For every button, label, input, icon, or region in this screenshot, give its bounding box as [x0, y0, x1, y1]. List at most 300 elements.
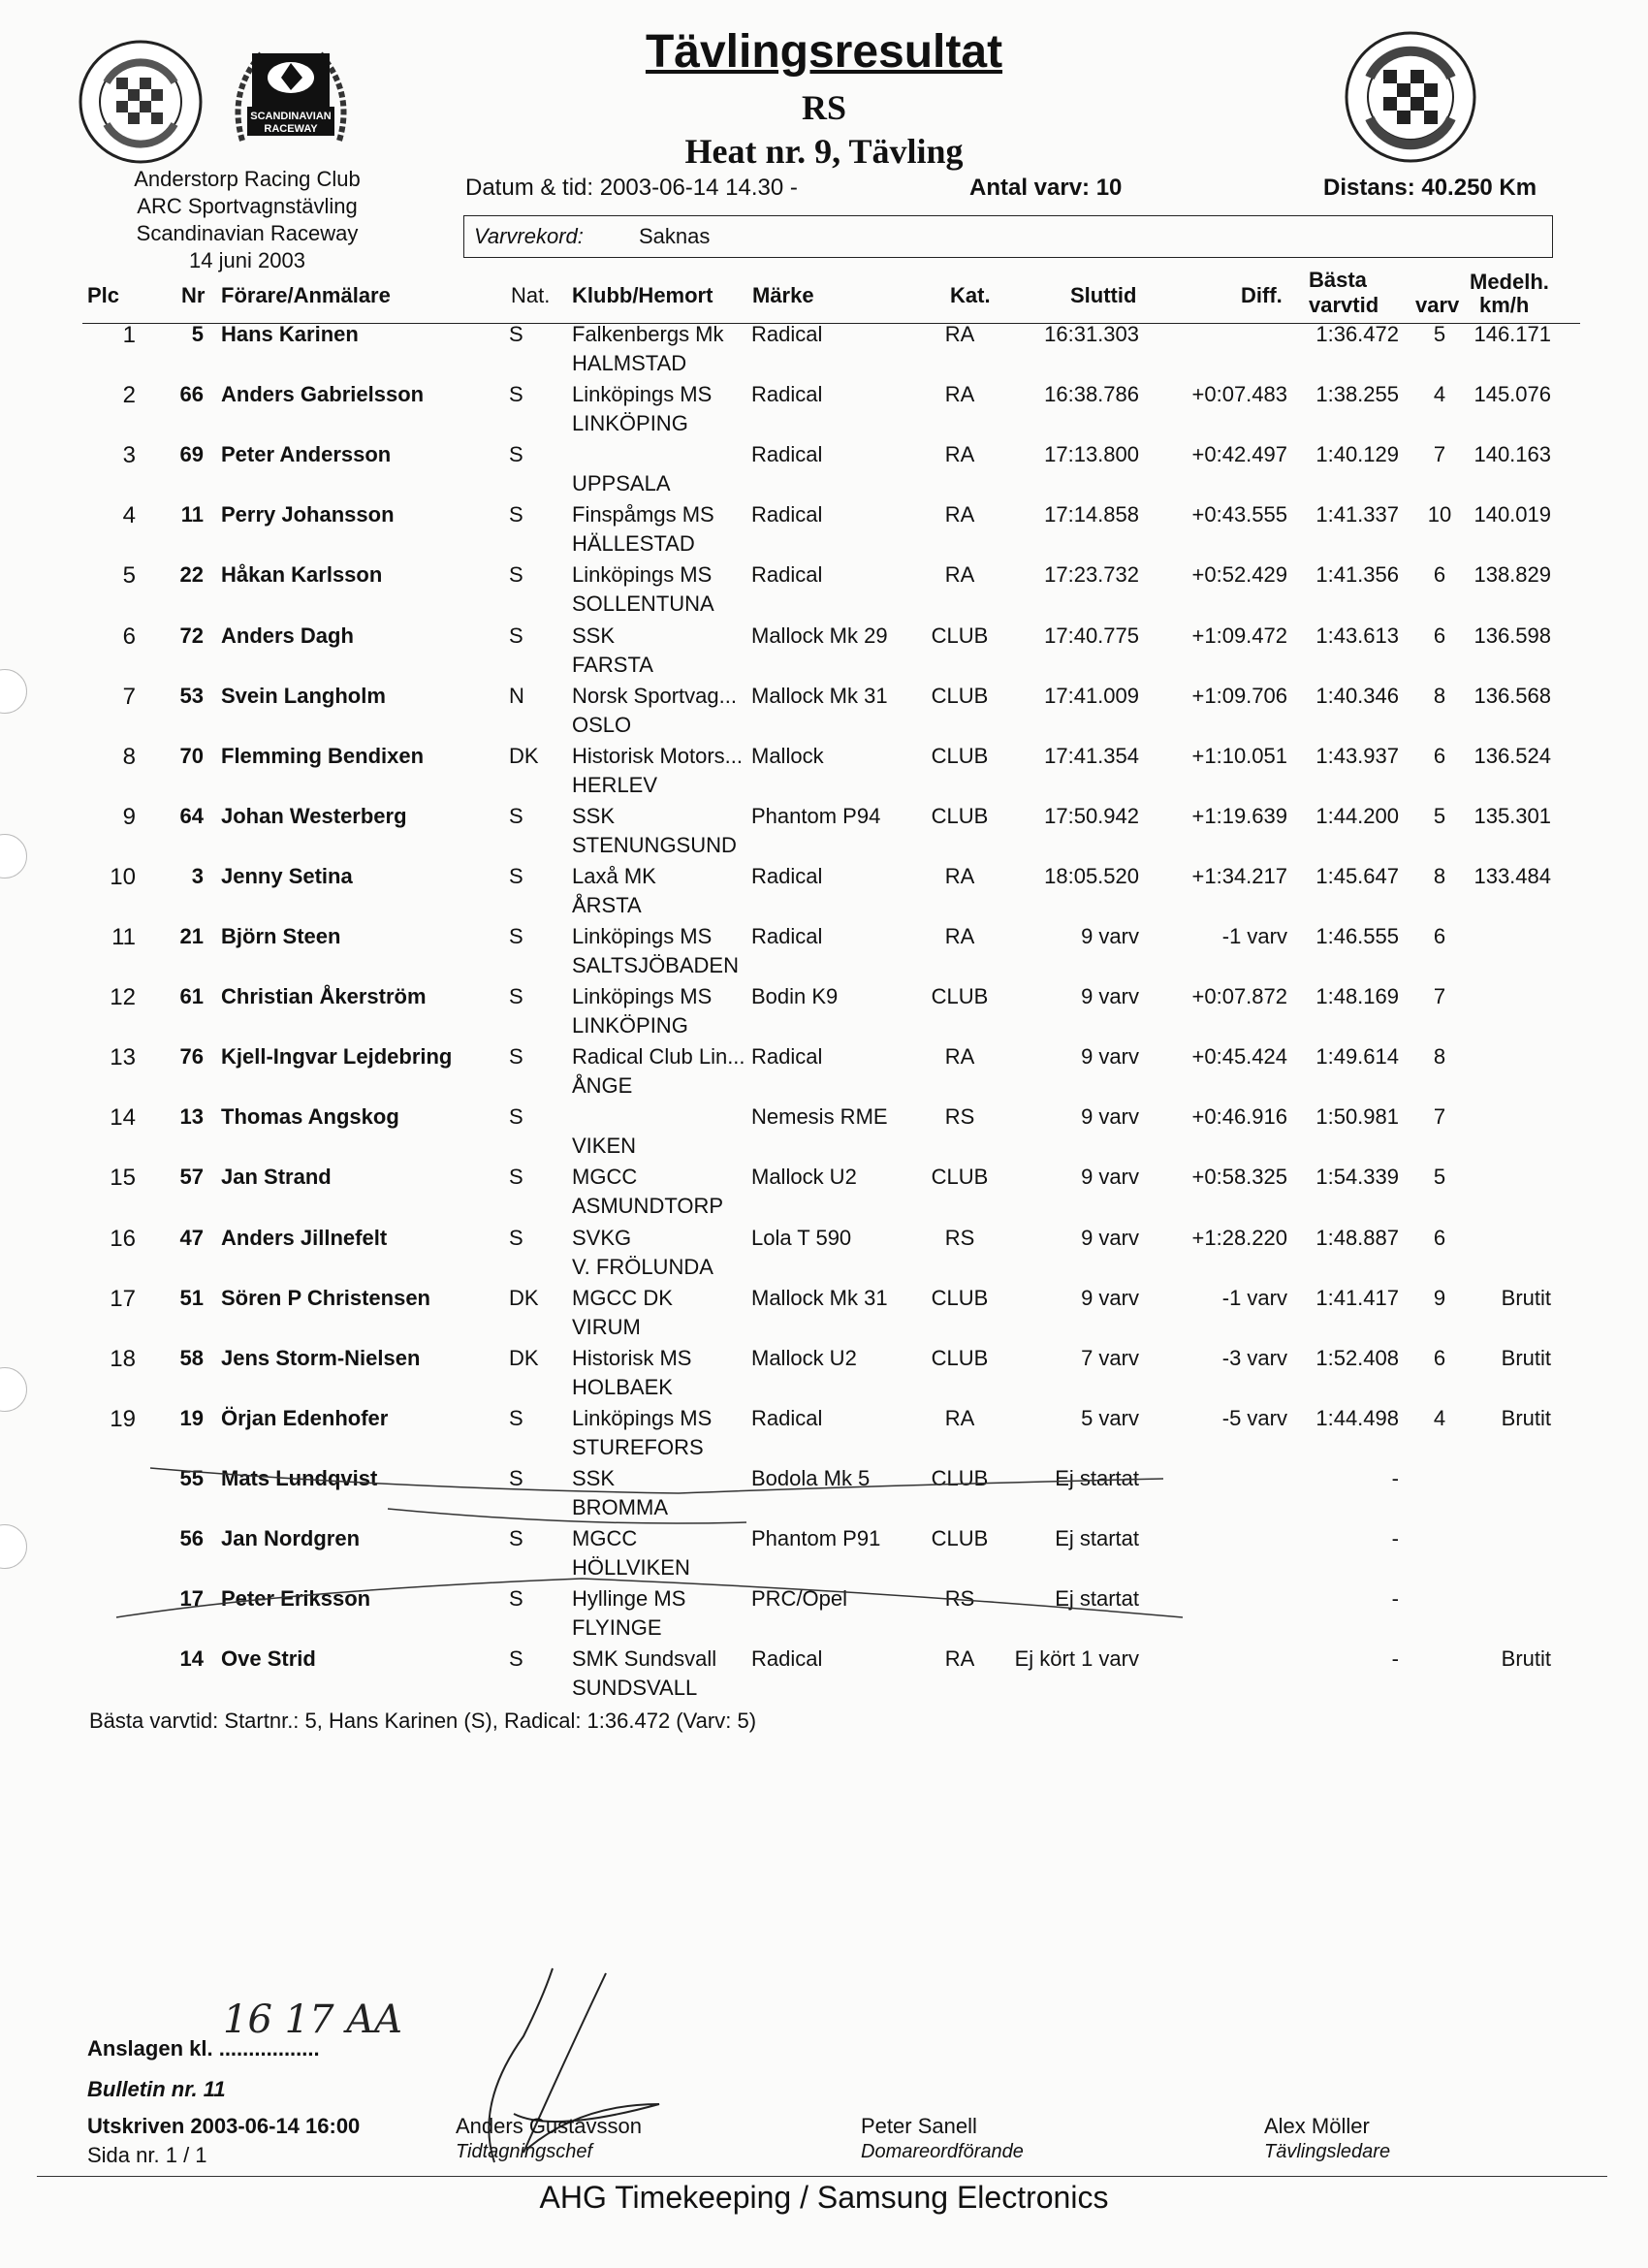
col-medel-1: Medelh. [1470, 270, 1549, 294]
cell-varv: 6 [1433, 562, 1446, 588]
table-row [0, 1226, 1648, 1286]
col-diff: Diff. [1241, 283, 1283, 307]
table-row [0, 382, 1648, 442]
cell-plc: 15 [110, 1165, 136, 1192]
cell-klubb: Linköpings MS [572, 562, 713, 588]
cell-name: Mats Lundqvist [221, 1465, 378, 1490]
cell-kat: RA [944, 502, 975, 527]
cell-sluttid: 17:50.942 [1044, 803, 1139, 828]
cell-basta: 1:40.129 [1315, 442, 1399, 467]
cell-marke: Mallock Mk 31 [751, 683, 888, 708]
cell-medel: 136.598 [1474, 623, 1551, 648]
race-class: RS [801, 88, 847, 127]
table-row [0, 804, 1648, 864]
cell-varv: 7 [1433, 442, 1446, 467]
cell-klubb: SSK [572, 803, 616, 828]
cell-kat: CLUB [931, 1345, 989, 1370]
cell-plc: 13 [110, 1044, 136, 1071]
cell-basta: - [1391, 1646, 1399, 1672]
table-row [0, 1346, 1648, 1406]
cell-klubb: Linköpings MS [572, 924, 713, 948]
cell-ort: UPPSALA [572, 471, 671, 496]
cell-nat: S [509, 1405, 523, 1430]
cell-ort: SOLLENTUNA [572, 591, 714, 617]
cell-sluttid: Ej startat [1055, 1465, 1139, 1490]
cell-plc: 4 [122, 502, 136, 529]
cell-nat: S [509, 1044, 523, 1070]
cell-sluttid: 17:14.858 [1044, 502, 1139, 527]
cell-varv: 5 [1433, 322, 1446, 346]
cell-plc: 17 [110, 1285, 136, 1312]
cell-nr: 66 [179, 382, 204, 407]
cell-nr: 53 [179, 683, 204, 708]
svg-text:RACEWAY: RACEWAY [264, 123, 318, 135]
table-row [0, 1646, 1648, 1707]
cell-kat: CLUB [931, 1526, 989, 1550]
cell-diff: -1 varv [1221, 924, 1287, 948]
cell-marke: PRC/Opel [751, 1586, 848, 1612]
col-kat: Kat. [950, 283, 991, 307]
cell-basta: 1:45.647 [1315, 863, 1399, 888]
cell-kat: CLUB [931, 743, 989, 768]
lap-count: Antal varv: 10 [969, 175, 1123, 201]
cell-sluttid: Ej kört 1 varv [1014, 1646, 1139, 1672]
cell-varv: 6 [1433, 623, 1446, 648]
cell-klubb: Falkenbergs Mk [572, 322, 724, 346]
cell-marke: Radical [751, 382, 823, 407]
cell-ort: SUNDSVALL [572, 1676, 698, 1701]
cell-basta: 1:48.169 [1315, 984, 1399, 1009]
cell-basta: 1:54.339 [1315, 1165, 1399, 1190]
cell-marke: Radical [751, 562, 823, 588]
cell-basta: - [1391, 1465, 1399, 1490]
cell-nat: S [509, 1586, 523, 1612]
cell-diff: +1:34.217 [1191, 863, 1287, 888]
signer-2-title: Domareordförande [861, 2141, 1024, 2162]
cell-ort: STENUNGSUND [572, 832, 737, 857]
bulletin-number: Bulletin nr. 11 [87, 2077, 226, 2101]
cell-basta: 1:38.255 [1315, 382, 1399, 407]
cell-nat: S [509, 863, 523, 888]
cell-marke: Mallock [751, 743, 824, 768]
signer-3-name: Alex Möller [1264, 2114, 1370, 2138]
cell-kat: CLUB [931, 984, 989, 1009]
cell-nr: 69 [179, 442, 204, 467]
cell-plc: 8 [122, 743, 136, 770]
cell-kat: CLUB [931, 1465, 989, 1490]
cell-kat: CLUB [931, 1285, 989, 1310]
cell-name: Jan Strand [221, 1165, 332, 1190]
cell-basta: 1:43.937 [1315, 743, 1399, 768]
cell-klubb: SVKG [572, 1225, 632, 1250]
cell-varv: 6 [1433, 924, 1446, 948]
cell-plc: 1 [122, 322, 136, 348]
cell-ort: HÖLLVIKEN [572, 1555, 690, 1580]
club-name: Anderstorp Racing Club [134, 167, 361, 191]
cell-plc: 9 [122, 803, 136, 830]
table-row [0, 1586, 1648, 1646]
distance: Distans: 40.250 Km [1323, 175, 1537, 201]
table-row [0, 1165, 1648, 1225]
cell-nr: 76 [179, 1044, 204, 1070]
cell-basta: 1:40.346 [1315, 683, 1399, 708]
cell-name: Thomas Angskog [221, 1104, 399, 1130]
cell-marke: Mallock U2 [751, 1165, 857, 1190]
cell-medel: 140.019 [1474, 502, 1551, 527]
cell-diff: +0:42.497 [1191, 442, 1287, 467]
cell-ort: VIKEN [572, 1134, 637, 1159]
col-plc: Plc [87, 283, 120, 307]
cell-nat: DK [509, 1345, 539, 1370]
col-varv: varv [1415, 293, 1460, 317]
cell-medel: 146.171 [1474, 322, 1551, 346]
cell-nr: 5 [191, 322, 204, 346]
cell-nat: S [509, 1225, 523, 1250]
lap-record-label: Varvrekord: [474, 224, 584, 248]
cell-klubb: Finspåmgs MS [572, 502, 714, 527]
cell-nr: 57 [179, 1165, 204, 1190]
cell-ort: ÅRSTA [572, 892, 642, 917]
cell-nat: S [509, 984, 523, 1009]
table-row [0, 322, 1648, 382]
cell-kat: CLUB [931, 683, 989, 708]
cell-diff: +1:19.639 [1191, 803, 1287, 828]
signer-3-title: Tävlingsledare [1264, 2141, 1391, 2162]
cell-marke: Radical [751, 442, 823, 467]
cell-plc: 16 [110, 1225, 136, 1252]
cell-nr: 47 [179, 1225, 204, 1250]
cell-marke: Radical [751, 322, 823, 346]
cell-klubb: Linköpings MS [572, 984, 713, 1009]
cell-klubb: Linköpings MS [572, 382, 713, 407]
cell-basta: 1:41.417 [1315, 1285, 1399, 1310]
cell-nat: S [509, 322, 523, 346]
cell-ort: HALMSTAD [572, 351, 687, 375]
cell-sluttid: 16:31.303 [1044, 322, 1139, 346]
cell-basta: 1:48.887 [1315, 1225, 1399, 1250]
cell-basta: 1:43.613 [1315, 623, 1399, 648]
cell-diff: +0:45.424 [1191, 1044, 1287, 1070]
cell-diff: +1:28.220 [1191, 1225, 1287, 1250]
cell-name: Anders Gabrielsson [221, 382, 425, 407]
cell-kat: RA [944, 863, 975, 888]
cell-kat: RA [944, 322, 975, 346]
cell-klubb: SSK [572, 623, 616, 648]
cell-name: Johan Westerberg [221, 803, 407, 828]
cell-name: Svein Langholm [221, 683, 386, 708]
cell-ort: SALTSJÖBADEN [572, 953, 739, 977]
cell-basta: - [1391, 1526, 1399, 1550]
table-row [0, 562, 1648, 623]
cell-ort: HOLBAEK [572, 1374, 673, 1399]
cell-plc: 2 [122, 382, 136, 409]
cell-name: Jan Nordgren [221, 1526, 361, 1550]
cell-name: Peter Eriksson [221, 1586, 371, 1612]
cell-klubb: Radical Club Lin... [572, 1044, 745, 1070]
col-basta-1: Bästa [1309, 268, 1367, 292]
cell-nr: 58 [179, 1345, 204, 1370]
cell-klubb: SSK [572, 1465, 616, 1490]
printed-time: Utskriven 2003-06-14 16:00 [87, 2114, 361, 2138]
cell-marke: Mallock Mk 31 [751, 1285, 888, 1310]
cell-name: Christian Åkerström [221, 984, 427, 1009]
col-nr: Nr [181, 283, 206, 307]
cell-nr: 70 [179, 743, 204, 768]
cell-nr: 13 [179, 1104, 204, 1130]
cell-medel: 138.829 [1474, 562, 1551, 588]
cell-nr: 11 [180, 502, 204, 527]
cell-nr: 64 [179, 803, 204, 828]
cell-kat: CLUB [931, 1165, 989, 1190]
cell-marke: Radical [751, 1405, 823, 1430]
cell-ort: FLYINGE [572, 1615, 662, 1641]
table-row [0, 442, 1648, 502]
cell-varv: 5 [1433, 1165, 1446, 1190]
cell-nat: S [509, 1526, 523, 1550]
cell-varv: 10 [1427, 502, 1452, 527]
cell-sluttid: 17:40.775 [1044, 623, 1139, 648]
table-row [0, 684, 1648, 744]
cell-nr: 17 [179, 1586, 204, 1612]
cell-varv: 6 [1433, 743, 1446, 768]
svg-text:SCANDINAVIAN: SCANDINAVIAN [250, 111, 332, 122]
cell-diff: +0:43.555 [1191, 502, 1287, 527]
cell-medel: 136.524 [1474, 743, 1551, 768]
cell-nat: S [509, 1465, 523, 1490]
cell-sluttid: 7 varv [1081, 1345, 1139, 1370]
cell-ort: HERLEV [572, 772, 658, 797]
cell-marke: Radical [751, 502, 823, 527]
col-name: Förare/Anmälare [221, 283, 391, 307]
cell-medel: 140.163 [1474, 442, 1551, 467]
cell-marke: Phantom P91 [751, 1526, 881, 1550]
cell-nr: 22 [179, 562, 204, 588]
cell-plc: 10 [110, 863, 136, 890]
event-date: 14 juni 2003 [189, 248, 305, 272]
table-row [0, 1526, 1648, 1586]
cell-sluttid: Ej startat [1055, 1586, 1139, 1612]
cell-diff: +0:58.325 [1191, 1165, 1287, 1190]
cell-klubb: Norsk Sportvag... [572, 683, 737, 708]
cell-nat: S [509, 803, 523, 828]
cell-basta: 1:44.200 [1315, 803, 1399, 828]
cell-ort: LINKÖPING [572, 411, 688, 436]
cell-name: Flemming Bendixen [221, 743, 425, 768]
cell-ort: FARSTA [572, 652, 653, 677]
table-row [0, 744, 1648, 804]
cell-nat: S [509, 1646, 523, 1672]
cell-nat: S [509, 1104, 523, 1130]
cell-ort: ASMUNDTORP [572, 1194, 724, 1219]
cell-name: Björn Steen [221, 924, 341, 948]
cell-klubb: Historisk MS [572, 1345, 692, 1370]
cell-diff: -3 varv [1221, 1345, 1287, 1370]
cell-nat: S [509, 502, 523, 527]
cell-basta: 1:44.498 [1315, 1405, 1399, 1430]
cell-klubb: Laxå MK [572, 863, 656, 888]
cell-ort: LINKÖPING [572, 1013, 688, 1038]
cell-plc: 6 [122, 623, 136, 650]
footer-divider [37, 2176, 1607, 2177]
cell-kat: RA [944, 382, 975, 407]
cell-ort: BROMMA [572, 1494, 668, 1519]
cell-klubb: Historisk Motors... [572, 743, 744, 768]
cell-name: Håkan Karlsson [221, 562, 383, 588]
cell-sluttid: 9 varv [1081, 1044, 1139, 1070]
cell-sluttid: 16:38.786 [1044, 382, 1139, 407]
cell-klubb: Linköpings MS [572, 1405, 713, 1430]
event-name: ARC Sportvagnstävling [137, 194, 358, 218]
cell-kat: RS [944, 1225, 975, 1250]
col-marke: Märke [752, 283, 814, 307]
cell-name: Ove Strid [221, 1646, 316, 1672]
cell-plc: 12 [110, 984, 136, 1011]
page-title: Tävlingsresultat [645, 26, 1003, 78]
cell-nr: 72 [179, 623, 204, 648]
cell-nr: 55 [179, 1465, 204, 1490]
cell-diff: -1 varv [1221, 1285, 1287, 1310]
cell-marke: Radical [751, 924, 823, 948]
timekeeping-brand: AHG Timekeeping / Samsung Electronics [539, 2180, 1109, 2215]
cell-varv: 9 [1433, 1285, 1446, 1310]
cell-varv: 5 [1433, 803, 1446, 828]
cell-ort: OSLO [572, 712, 632, 737]
cell-marke: Radical [751, 1646, 823, 1672]
cell-varv: 4 [1433, 1405, 1446, 1430]
cell-marke: Bodola Mk 5 [751, 1465, 871, 1490]
cell-varv: 8 [1433, 863, 1446, 888]
table-row [0, 924, 1648, 984]
lap-record-value: Saknas [639, 224, 711, 248]
table-row [0, 1466, 1648, 1526]
cell-varv: 7 [1433, 1104, 1446, 1130]
cell-nat: S [509, 623, 523, 648]
cell-name: Anders Jillnefelt [221, 1225, 388, 1250]
cell-kat: RA [944, 562, 975, 588]
cell-kat: RS [944, 1104, 975, 1130]
cell-kat: RA [944, 442, 975, 467]
cell-name: Jens Storm-Nielsen [221, 1345, 421, 1370]
cell-sluttid: 9 varv [1081, 1104, 1139, 1130]
cell-klubb: SMK Sundsvall [572, 1646, 717, 1672]
cell-basta: 1:36.472 [1315, 322, 1399, 346]
cell-basta: 1:49.614 [1315, 1044, 1399, 1070]
cell-plc: 18 [110, 1345, 136, 1372]
cell-basta: 1:52.408 [1315, 1345, 1399, 1370]
cell-plc: 11 [111, 924, 136, 950]
cell-sluttid: 9 varv [1081, 1285, 1139, 1310]
cell-varv: 6 [1433, 1345, 1446, 1370]
date-time: Datum & tid: 2003-06-14 14.30 - [465, 175, 798, 201]
lap-record-box [463, 215, 1553, 258]
cell-ort: ÅNGE [572, 1073, 633, 1099]
cell-sluttid: 17:41.009 [1044, 683, 1139, 708]
cell-basta: 1:41.337 [1315, 502, 1399, 527]
cell-sluttid: 5 varv [1081, 1405, 1139, 1430]
cell-nat: S [509, 442, 523, 467]
cell-medel: 136.568 [1474, 683, 1551, 708]
table-row [0, 1044, 1648, 1104]
best-lap-note: Bästa varvtid: Startnr.: 5, Hans Karinen (S), Radical: 1:36.472 (Varv: 5) [89, 1709, 757, 1733]
signer-1-title: Tidtagningschef [456, 2141, 593, 2162]
table-row [0, 1286, 1648, 1346]
cell-name: Kjell-Ingvar Lejdebring [221, 1044, 453, 1070]
cell-kat: RA [944, 1405, 975, 1430]
cell-nat: DK [509, 743, 539, 768]
handwritten-time: 16 17 AA [223, 1997, 402, 2042]
col-nat: Nat. [511, 283, 551, 307]
cell-medel: 135.301 [1474, 803, 1551, 828]
cell-plc: 7 [122, 683, 136, 710]
cell-sluttid: 9 varv [1081, 924, 1139, 948]
cell-diff: +1:10.051 [1191, 743, 1287, 768]
cell-medel: 145.076 [1474, 382, 1551, 407]
cell-name: Perry Johansson [221, 502, 395, 527]
cell-ort: V. FRÖLUNDA [572, 1254, 713, 1279]
cell-marke: Bodin K9 [751, 984, 839, 1009]
cell-sluttid: 9 varv [1081, 1165, 1139, 1190]
cell-status: Brutit [1501, 1405, 1551, 1430]
cell-marke: Nemesis RME [751, 1104, 888, 1130]
cell-status: Brutit [1501, 1345, 1551, 1370]
cell-ort: HÄLLESTAD [572, 531, 695, 557]
cell-klubb: MGCC [572, 1165, 638, 1190]
cell-nat: DK [509, 1285, 539, 1310]
cell-nat: S [509, 562, 523, 588]
signer-1-name: Anders Gustavsson [456, 2114, 642, 2138]
cell-basta: 1:41.356 [1315, 562, 1399, 588]
cell-nat: S [509, 382, 523, 407]
table-row [0, 984, 1648, 1044]
cell-status: Brutit [1501, 1646, 1551, 1672]
cell-plc: 19 [110, 1405, 136, 1432]
table-row [0, 1406, 1648, 1466]
cell-kat: CLUB [931, 623, 989, 648]
cell-kat: RS [944, 1586, 975, 1612]
cell-nr: 51 [179, 1285, 204, 1310]
cell-nat: S [509, 924, 523, 948]
cell-status: Brutit [1501, 1285, 1551, 1310]
cell-marke: Lola T 590 [751, 1225, 852, 1250]
cell-varv: 8 [1433, 683, 1446, 708]
col-basta-2: varvtid [1309, 293, 1379, 317]
cell-diff: +0:46.916 [1191, 1104, 1287, 1130]
signer-2-name: Peter Sanell [861, 2114, 977, 2138]
cell-nr: 61 [179, 984, 204, 1009]
cell-kat: RA [944, 924, 975, 948]
cell-varv: 4 [1433, 382, 1446, 407]
cell-ort: STUREFORS [572, 1434, 704, 1459]
cell-nr: 14 [179, 1646, 204, 1672]
cell-sluttid: 17:41.354 [1044, 743, 1139, 768]
cell-varv: 7 [1433, 984, 1446, 1009]
cell-diff: +0:07.483 [1191, 382, 1287, 407]
col-medel-2: km/h [1479, 293, 1530, 317]
cell-sluttid: 9 varv [1081, 984, 1139, 1009]
cell-name: Peter Andersson [221, 442, 392, 467]
handwritten-signature [436, 1959, 688, 2172]
cell-nr: 21 [179, 924, 204, 948]
table-row [0, 502, 1648, 562]
cell-nr: 3 [191, 863, 204, 888]
cell-plc: 5 [122, 562, 136, 590]
cell-basta: 1:46.555 [1315, 924, 1399, 948]
cell-sluttid: 17:23.732 [1044, 562, 1139, 588]
cell-diff: +0:52.429 [1191, 562, 1287, 588]
cell-marke: Radical [751, 1044, 823, 1070]
cell-klubb: MGCC [572, 1526, 638, 1550]
cell-plc: 14 [110, 1104, 136, 1132]
